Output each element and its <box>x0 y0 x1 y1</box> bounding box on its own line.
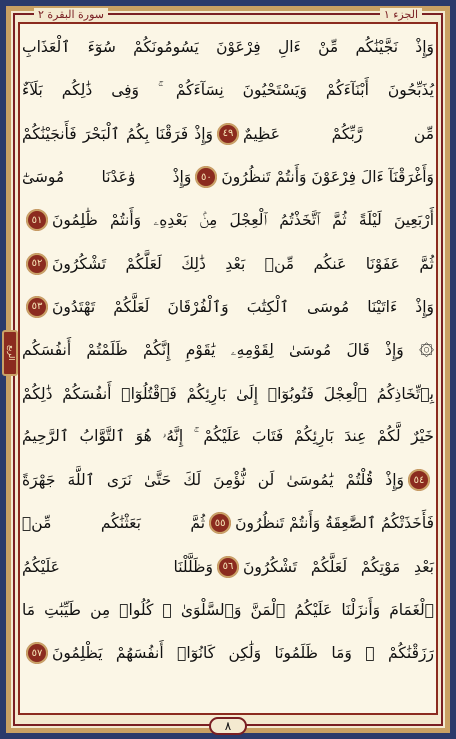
verse-text: ٱلْغَمَامَ وَأَنزَلْنَا عَلَيْكُمُ ٱلْمَنَّ وَٱلسَّلْوَىٰ ۖ كُلُوا۟ مِن طَيِّبَٰتِ مَا <box>22 601 434 619</box>
text-line <box>22 286 434 329</box>
text-line <box>22 199 434 242</box>
text-lines <box>22 26 434 709</box>
verse-text: وَأَغْرَقْنَآ ءَالَ فِرْعَوْنَ وَأَنتُمْ تَنظُرُونَ <box>221 168 434 187</box>
verse-text: ۞ وَإِذْ قَالَ مُوسَىٰ لِقَوْمِهِۦ يَٰقَوْمِ إِنَّكُمْ ظَلَمْتُمْ أَنفُسَكُم <box>22 340 434 359</box>
verse-text: فَأَخَذَتْكُمُ ٱلصَّٰعِقَةُ وَأَنتُمْ تَنظُرُونَ <box>235 514 434 533</box>
text-line <box>22 589 434 632</box>
page-number: ٨ <box>209 717 247 735</box>
text-line <box>22 546 434 589</box>
ayah-number-icon: ٥٤ <box>408 469 430 491</box>
page-header <box>18 5 438 23</box>
text-line <box>22 459 434 502</box>
ayah-number-icon: ٥٠ <box>195 166 217 188</box>
ayah-number-icon: ٥٧ <box>26 642 48 664</box>
verse-text: ثُمَّ بَعَثْنَٰكُم مِّنۢ <box>22 514 206 533</box>
verse-text: يُذَبِّحُونَ أَبْنَآءَكُمْ وَيَسْتَحْيُونَ نِسَآءَكُمْ ۚ وَفِى ذَٰلِكُم بَلَآءٌ <box>22 80 434 99</box>
text-line <box>22 156 434 199</box>
text-line <box>22 242 434 285</box>
verse-text: مِّن رَّبِّكُمْ عَظِيمٌ <box>243 124 434 143</box>
rub-marker-icon: الربع <box>2 330 18 376</box>
verse-text: وَإِذْ قُلْتُمْ يَٰمُوسَىٰ لَن نُّؤْمِنَ لَكَ حَتَّىٰ نَرَى ٱللَّهَ جَهْرَةً <box>22 471 404 490</box>
text-line <box>22 113 434 156</box>
ayah-number-icon: ٥٦ <box>217 556 239 578</box>
juz-label: الجزء ١ <box>380 8 422 21</box>
verse-text: بَعْدِ مَوْتِكُمْ لَعَلَّكُمْ تَشْكُرُونَ <box>243 557 434 576</box>
ayah-number-icon: ٥٢ <box>26 253 48 275</box>
ayah-number-icon: ٥٥ <box>209 512 231 534</box>
text-line <box>22 502 434 545</box>
text-line <box>22 372 434 415</box>
verse-text: وَإِذْ وَٰعَدْنَا مُوسَىٰٓ <box>22 168 192 187</box>
surah-label: سورة البقرة ٢ <box>34 8 108 21</box>
text-line <box>22 69 434 112</box>
verse-text: بِٱتِّخَاذِكُمُ ٱلْعِجْلَ فَتُوبُوٓا۟ إِلَىٰ بَارِئِكُمْ فَٱقْتُلُوٓا۟ أَنفُسَكُمْ ذَٰلِكُمْ <box>22 384 434 403</box>
verse-text: وَإِذْ فَرَقْنَا بِكُمُ ٱلْبَحْرَ فَأَنجَيْنَٰكُمْ <box>22 124 213 143</box>
verse-text: وَإِذْ نَجَّيْنَٰكُم مِّنْ ءَالِ فِرْعَوْنَ يَسُومُونَكُمْ سُوٓءَ ٱلْعَذَابِ <box>22 38 434 57</box>
verse-text: خَيْرٌ لَّكُمْ عِندَ بَارِئِكُمْ فَتَابَ عَلَيْكُمْ ۚ إِنَّهُۥ هُوَ ٱلتَّوَّابُ ٱلرَّحِيمُ <box>22 427 434 446</box>
text-line <box>22 26 434 69</box>
ayah-number-icon: ٤٩ <box>217 123 239 145</box>
verse-text: وَإِذْ ءَاتَيْنَا مُوسَى ٱلْكِتَٰبَ وَٱلْفُرْقَانَ لَعَلَّكُمْ تَهْتَدُونَ <box>52 297 434 316</box>
ayah-number-icon: ٥٣ <box>26 296 48 318</box>
verse-text: ثُمَّ عَفَوْنَا عَنكُم مِّنۢ بَعْدِ ذَٰلِكَ لَعَلَّكُمْ تَشْكُرُونَ <box>52 254 434 273</box>
text-line <box>22 632 434 675</box>
verse-text: وَظَلَّلْنَا عَلَيْكُمُ <box>22 557 213 576</box>
verse-text: رَزَقْنَٰكُمْ ۖ وَمَا ظَلَمُونَا وَلَٰكِن كَانُوٓا۟ أَنفُسَهُمْ يَظْلِمُونَ <box>52 644 434 663</box>
ayah-number-icon: ٥١ <box>26 209 48 231</box>
text-line <box>22 329 434 372</box>
page-footer <box>0 717 456 735</box>
verse-text: أَرْبَعِينَ لَيْلَةً ثُمَّ ٱتَّخَذْتُمُ ٱلْعِجْلَ مِنۢ بَعْدِهِۦ وَأَنتُمْ ظَٰلِمُونَ <box>52 210 434 229</box>
text-line <box>22 416 434 459</box>
